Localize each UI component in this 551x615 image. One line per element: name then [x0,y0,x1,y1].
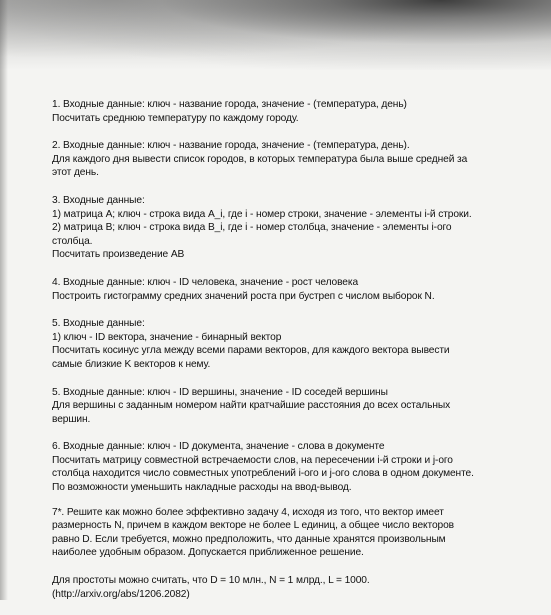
task-3-line-4: столбца. [52,235,93,247]
task-5-line-2: 1) ключ - ID вектора, значение - бинарный вектор [52,331,282,343]
task-2 [52,139,532,180]
scan-noise-top [0,0,551,70]
task-3-line-5: Посчитать произведение AB [52,249,185,261]
task-5b-line-3: вершин. [52,413,91,425]
task-5b-line-1: 5. Входные данные: ключ - ID вершины, значение - ID соседей вершины [52,386,388,398]
task-6-line-1: 6. Входные данные: ключ - ID документа, значение - слова в документе [52,441,385,453]
task-5-line-1: 5. Входные данные: [52,318,145,330]
task-4-line-2: Построить гистограмму средних значений роста при бустреп с числом выборок N. [52,290,435,302]
task-7-line-4: наиболее удобным образом. Допускается приближенное решение. [52,547,364,559]
task-6-line-3: столбца находится число совместных употреблений i-ого и j-ого слова в одном документе. [52,468,474,480]
task-3-line-3: 2) матрица B; ключ - строка вида B_i, где i - номер столбца, значение - элементы i-ого [52,222,452,234]
task-5b-line-2: Для вершины с заданным номером найти кратчайшие расстояния до всех остальных [52,400,451,412]
task-5-line-4: самые близкие K векторов к нему. [52,358,211,370]
task-6-line-2: Посчитать матрицу совместной встречаемости слов, на пересечении i-й строки и j-ого [52,454,453,466]
task-4-line-1: 4. Входные данные: ключ - ID человека, значение - рост человека [52,276,359,288]
task-2-line-1: 2. Входные данные: ключ - название города, значение - (температура, день). [52,140,410,152]
task-7 [52,506,532,560]
task-5 [52,317,532,371]
task-7-line-2: размерность N, причем в каждом векторе не более L единиц, а общее число векторов [52,520,454,532]
scan-noise-left [0,0,8,600]
arxiv-link[interactable]: (http://arxiv.org/abs/1206.2082) [52,588,190,600]
task-5b [52,386,532,427]
task-6-line-4: По возможности уменьшить накладные расходы на ввод-вывод. [52,482,352,494]
task-2-line-2: Для каждого дня вывести список городов, в которых температура была выше средней за [52,153,468,165]
document-body [52,98,532,615]
task-1 [52,98,532,125]
task-6 [52,440,532,494]
task-3-line-2: 1) матрица A; ключ - строка вида A_i, где i - номер строки, значение - элементы i-й строки. [52,208,472,220]
task-4 [52,276,532,303]
footer-note [52,574,532,601]
task-7-line-3: равно D. Если требуется, можно предположить, что данные хранятся произвольным [52,533,446,545]
task-1-line-1: 1. Входные данные: ключ - название города, значение - (температура, день) [52,99,407,110]
task-3-line-1: 3. Входные данные: [52,194,145,206]
footer-line-1: Для простоты можно считать, что D = 10 млн., N = 1 млрд., L = 1000. [52,575,370,587]
task-3 [52,194,532,262]
task-1-line-2: Посчитать среднюю температуру по каждому городу. [52,112,299,124]
task-2-line-3: этот день. [52,167,99,179]
task-5-line-3: Посчитать косинус угла между всеми парами векторов, для каждого вектора вывести [52,345,450,357]
task-7-line-1: 7*. Решите как можно более эффективно задачу 4, исходя из того, что вектор имеет [52,506,444,518]
